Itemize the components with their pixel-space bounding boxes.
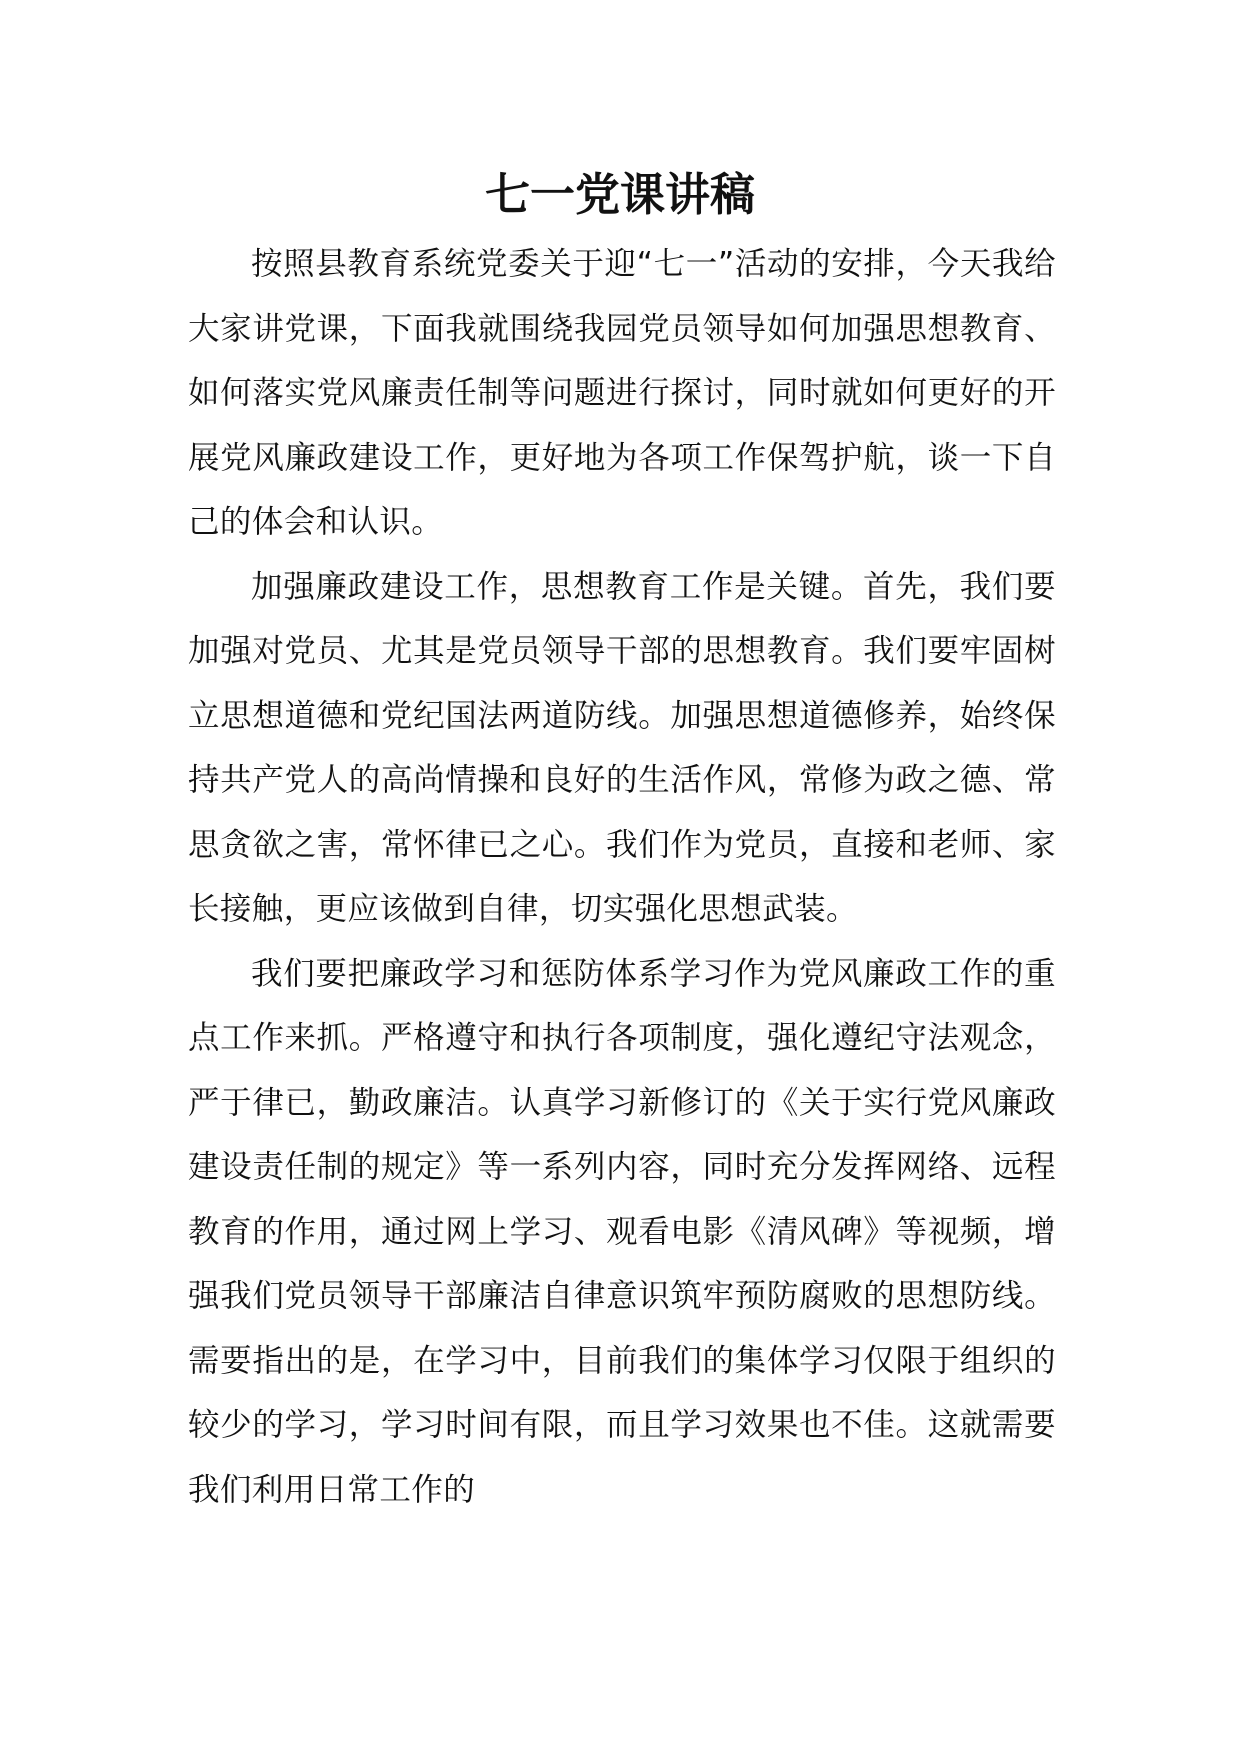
document-title: 七一党课讲稿: [484, 168, 755, 221]
paragraph-2: 加强廉政建设工作，思想教育工作是关键。首先，我们要加强对党员、尤其是党员领导干部的思想教育。我们要牢固树立思想道德和党纪国法两道防线。加强思想道德修养，始终保持共产党人的高尚情操和良好的生活作风，常修为政之德、常思贪欲之害，常怀律已之心。我们作为党员，直接和老师、家长接触，更应该做到自律，切实强化思想武装。: [188, 568, 1056, 927]
paragraph-1: 按照县教育系统党委关于迎“七一”活动的安排，今天我给大家讲党课，下面我就围绕我园党员领导如何加强思想教育、如何落实党风廉责任制等问题进行探讨，同时就如何更好的开展党风廉政建设工作，更好地为各项工作保驾护航，谈一下自己的体会和认识。: [188, 246, 1056, 540]
document-body: [188, 232, 1056, 1522]
paragraph-3: 我们要把廉政学习和惩防体系学习作为党风廉政工作的重点工作来抓。严格遵守和执行各项制度，强化遵纪守法观念，严于律已，勤政廉洁。认真学习新修订的《关于实行党风廉政建设责任制的规定》等一系列内容，同时充分发挥网络、远程教育的作用，通过网上学习、观看电影《清风碑》等视频，增强我们党员领导干部廉洁自律意识筑牢预防腐败的思想防线。需要指出的是，在学习中，目前我们的集体学习仅限于组织的较少的学习，学习时间有限，而且学习效果也不佳。这就需要我们利用日常工作的: [188, 955, 1056, 1508]
